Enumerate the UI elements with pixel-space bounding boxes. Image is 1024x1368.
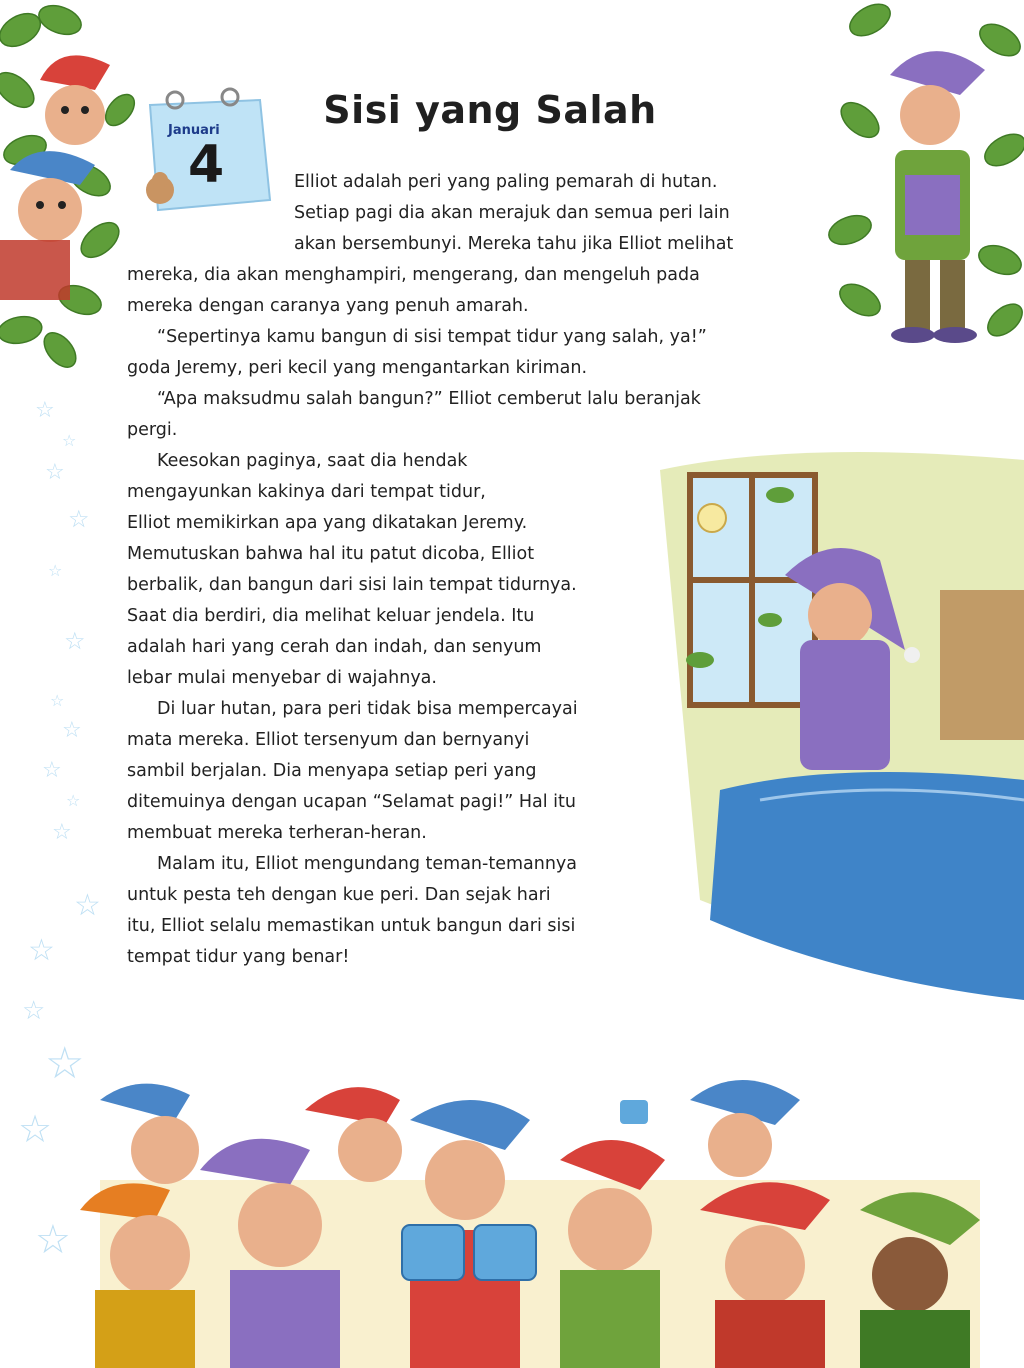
story-line: Saat dia berdiri, dia melihat keluar jendela. Itu — [127, 606, 535, 626]
star-icon: ☆ — [62, 431, 77, 450]
story-line: tempat tidur yang benar! — [127, 947, 350, 967]
story-line: Elliot adalah peri yang paling pemarah di hutan. — [294, 172, 718, 192]
story-line: adalah hari yang cerah dan indah, dan senyum — [127, 637, 542, 657]
star-icon: ☆ — [42, 758, 62, 783]
story-line: mereka, dia akan menghampiri, mengerang, dan mengeluh pada — [127, 265, 700, 285]
story-line: akan bersembunyi. Mereka tahu jika Elliot melihat — [294, 234, 734, 254]
story-line: mengayunkan kakinya dari tempat tidur, — [127, 482, 486, 502]
story-line: mata mereka. Elliot tersenyum dan bernyanyi — [127, 730, 530, 750]
calendar-month: Januari — [168, 123, 220, 138]
star-icon: ☆ — [64, 627, 86, 655]
star-icon: ☆ — [22, 996, 46, 1026]
story-line: ditemuinya dengan ucapan “Selamat pagi!” Hal itu — [127, 792, 577, 812]
star-icon: ☆ — [50, 691, 65, 710]
star-icon: ☆ — [18, 1107, 53, 1151]
story-line: lebar mulai menyebar di wajahnya. — [127, 668, 437, 688]
story-line: Keesokan paginya, saat dia hendak — [157, 451, 468, 471]
calendar-day: 4 — [188, 135, 225, 195]
star-icon: ☆ — [74, 888, 101, 923]
story-line: Elliot memikirkan apa yang dikatakan Jeremy. — [127, 513, 528, 533]
star-icon: ☆ — [52, 820, 72, 845]
star-icon: ☆ — [66, 791, 81, 810]
star-icon: ☆ — [35, 398, 55, 423]
star-icon: ☆ — [48, 561, 63, 580]
story-line: membuat mereka terheran-heran. — [127, 823, 427, 843]
story-line: Di luar hutan, para peri tidak bisa mempercayai — [157, 699, 578, 719]
story-line: Memutuskan bahwa hal itu patut dicoba, Elliot — [127, 544, 535, 564]
story-line: “Sepertinya kamu bangun di sisi tempat tidur yang salah, ya!” — [157, 327, 707, 347]
star-icon: ☆ — [68, 505, 90, 533]
page-title: Sisi yang Salah — [323, 88, 657, 132]
bedroom-scene — [660, 452, 1024, 1000]
story-line: pergi. — [127, 420, 178, 440]
story-line: mereka dengan caranya yang penuh amarah. — [127, 296, 529, 316]
star-icon: ☆ — [35, 1217, 71, 1263]
story-line: Malam itu, Elliot mengundang teman-temannya — [157, 854, 577, 874]
star-icon: ☆ — [45, 1038, 85, 1089]
star-icon: ☆ — [62, 718, 82, 743]
story-line: sambil berjalan. Dia menyapa setiap peri yang — [127, 761, 537, 781]
story-line: itu, Elliot selalu memastikan untuk bangun dari sisi — [127, 916, 576, 936]
story-line: “Apa maksudmu salah bangun?” Elliot cemberut lalu beranjak — [157, 389, 701, 409]
star-icon: ☆ — [45, 460, 65, 485]
tea-party-elves — [80, 1080, 980, 1368]
story-line: untuk pesta teh dengan kue peri. Dan sejak hari — [127, 885, 551, 905]
story-line: goda Jeremy, peri kecil yang mengantarkan kiriman. — [127, 358, 588, 378]
story-line: berbalik, dan bangun dari sisi lain tempat tidurnya. — [127, 575, 577, 595]
grumpy-elf — [890, 51, 985, 343]
star-icon: ☆ — [28, 933, 55, 968]
story-line: Setiap pagi dia akan merajuk dan semua peri lain — [294, 203, 730, 223]
